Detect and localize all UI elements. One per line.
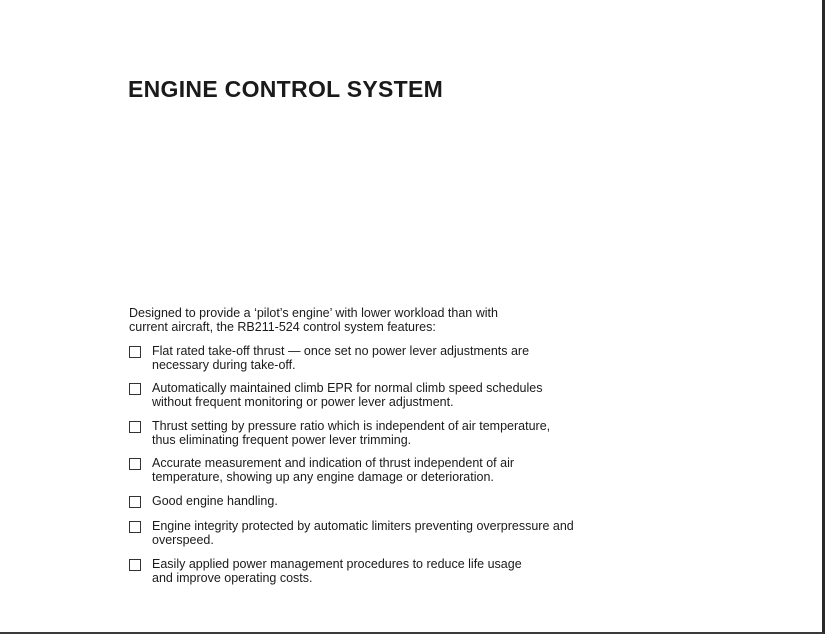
feature-item-thrust-measurement — [129, 457, 629, 487]
feature-line-2: thus eliminating frequent power lever trimming. — [152, 432, 412, 447]
feature-text — [152, 558, 522, 585]
checkbox-icon — [129, 521, 141, 533]
feature-line-2: necessary during take-off. — [152, 357, 296, 372]
feature-line-1: Engine integrity protected by automatic limiters preventing overpressure and — [152, 519, 574, 533]
feature-line-2: and improve operating costs. — [152, 570, 313, 585]
feature-item-flat-rated-thrust — [129, 345, 629, 375]
feature-item-power-management — [129, 558, 629, 588]
checkbox-icon — [129, 383, 141, 395]
checkbox-icon — [129, 496, 141, 508]
feature-line-1: Easily applied power management procedures to reduce life usage — [152, 557, 522, 571]
feature-item-thrust-setting — [129, 420, 629, 450]
checkbox-icon — [129, 346, 141, 358]
feature-text — [152, 520, 574, 547]
checkbox-icon — [129, 458, 141, 470]
intro-line-1: Designed to provide a ‘pilot’s engine’ with lower workload than with — [129, 306, 498, 320]
feature-line-1: Good engine handling. — [152, 494, 278, 508]
feature-text — [152, 457, 514, 484]
feature-text — [152, 382, 542, 409]
feature-line-2: without frequent monitoring or power lever adjustment. — [152, 394, 454, 409]
feature-line-1: Flat rated take-off thrust — once set no power lever adjustments are — [152, 344, 530, 358]
feature-item-climb-epr — [129, 382, 629, 412]
feature-line-2: temperature, showing up any engine damage or deterioration. — [152, 469, 494, 484]
feature-text — [152, 345, 529, 372]
feature-item-engine-integrity — [129, 520, 629, 550]
feature-text — [152, 420, 550, 447]
feature-text — [152, 495, 278, 509]
page-title: ENGINE CONTROL SYSTEM — [128, 76, 444, 102]
intro-line-2: current aircraft, the RB211-524 control system features: — [129, 319, 436, 334]
feature-line-1: Automatically maintained climb EPR for normal climb speed schedules — [152, 381, 543, 395]
intro-paragraph — [129, 307, 549, 334]
feature-line-1: Thrust setting by pressure ratio which is independent of air temperature, — [152, 419, 551, 433]
checkbox-icon — [129, 559, 141, 571]
checkbox-icon — [129, 421, 141, 433]
feature-line-1: Accurate measurement and indication of thrust independent of air — [152, 456, 515, 470]
feature-line-2: overspeed. — [152, 532, 214, 547]
